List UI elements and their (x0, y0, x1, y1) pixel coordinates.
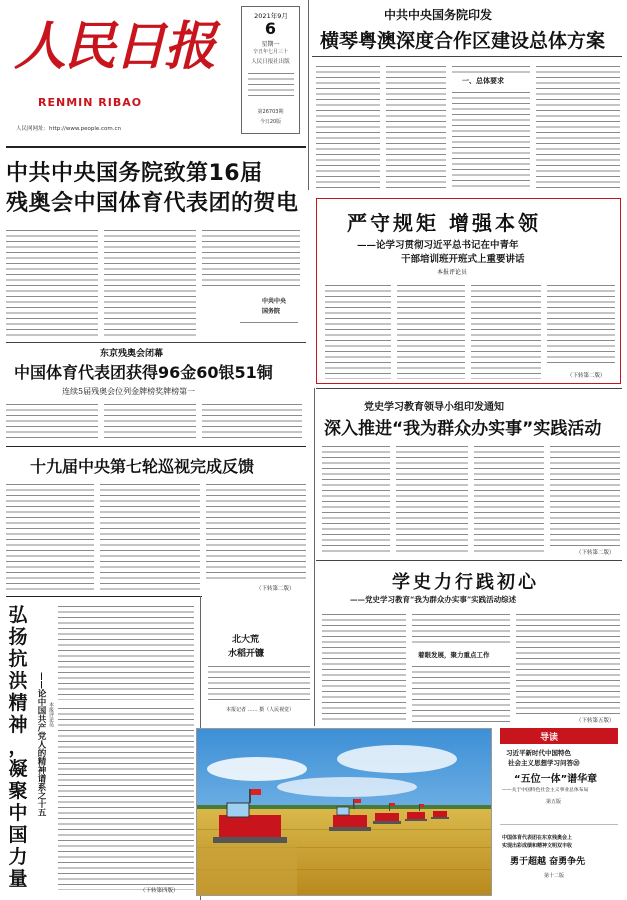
flood-title-char: 扬 (8, 626, 28, 648)
flood-title (6, 604, 30, 890)
flood-title-char: 量 (8, 868, 28, 890)
flood-title-char: 聚 (8, 780, 28, 802)
flood-series: ——论中国共产党人的精神谱系之十五 (36, 672, 46, 817)
publisher: 人民日报社出版 (251, 59, 290, 65)
commentary-col3 (471, 281, 541, 379)
practice-col2 (412, 610, 510, 646)
flood-title-char: 凝 (8, 758, 28, 780)
congrats-title-line2: 残奥会中国体育代表团的贺电 (6, 191, 299, 216)
guide-item1-page: 第五版 (546, 799, 562, 805)
article-paralympics (0, 342, 310, 442)
hengqin-col3 (452, 62, 530, 74)
inspection-ref: （下转第二版） (256, 586, 295, 592)
paralympics-col3 (202, 400, 302, 440)
hengqin-title: 横琴粤澳深度合作区建设总体方案 (320, 30, 606, 52)
commentary-col2 (397, 281, 465, 379)
article-inspection (0, 446, 314, 596)
masthead (0, 0, 240, 168)
guide-item2-kicker1: 中国体育代表团在东京残奥会上 (502, 835, 573, 841)
commentary-title: 严守规矩 增强本领 (347, 211, 541, 235)
guide-item-2[interactable] (500, 828, 618, 894)
flood-col2 (58, 704, 194, 890)
inspection-col1 (6, 480, 94, 592)
practice-subhead: 着眼发展，聚力重点工作 (418, 651, 490, 659)
flood-title-char: 弘 (8, 604, 28, 626)
flood-title-char: 中 (8, 802, 28, 824)
commentary-subtitle-1: ——论学习贯彻习近平总书记在中青年 (357, 240, 519, 251)
issue-number: 第26703期 (257, 109, 284, 115)
paralympics-title: 中国体育代表团获得96金60银51铜 (14, 363, 273, 382)
congrats-sign1: 中共中央 (262, 298, 287, 305)
campaign-col4 (550, 442, 620, 546)
weekday: 星期一 (261, 41, 280, 48)
flood-ref: （下转第四版） (140, 888, 179, 894)
lunar-date: 辛丑年七月三十 (252, 49, 288, 55)
hengqin-col4 (536, 62, 620, 188)
date-year-month: 2021年9月 (254, 12, 288, 20)
harvester-5 (431, 811, 449, 819)
newspaper-logo-pinyin: RENMIN RIBAO (38, 96, 143, 109)
practice-col3 (516, 610, 620, 714)
practice-col2b (412, 662, 510, 722)
harvest-scene-image (197, 729, 492, 896)
hengqin-col3b (452, 88, 530, 188)
newspaper-logo: 人民日报 (14, 16, 215, 77)
guide-item1-kicker1: 习近平新时代中国特色 (506, 749, 571, 757)
article-flood-spirit (0, 596, 200, 900)
congrats-col1 (6, 226, 98, 338)
flood-title-char: 抗 (8, 648, 28, 670)
campaign-col3 (474, 442, 544, 556)
flood-title-char: 力 (8, 846, 28, 868)
paralympics-subtitle: 连续5届残奥会位列金牌榜奖牌榜第一 (62, 387, 196, 396)
commentary-box (316, 198, 621, 384)
practice-subtitle: ——党史学习教育“我为群众办实事”实践活动综述 (350, 595, 517, 604)
practice-ref: （下转第五版） (576, 718, 615, 724)
commentary-subtitle-2: 干部培训班开班式上重要讲话 (401, 254, 525, 265)
hengqin-col2 (386, 62, 446, 188)
commentary-ref: （下转第二版） (567, 373, 606, 379)
commentary-col1 (325, 281, 391, 379)
inspection-title: 十九届中央第七轮巡视完成反馈 (30, 457, 255, 476)
harvest-photo (196, 728, 492, 896)
inspection-col2 (100, 480, 200, 592)
date-day: 6 (264, 19, 277, 38)
flood-title-char: 神 (8, 714, 28, 736)
hengqin-kicker: 中共中央国务院印发 (384, 8, 493, 22)
practice-title: 学史力行践初心 (392, 572, 539, 593)
congrats-col3 (202, 226, 300, 290)
guide-item2-title: 勇于超越 奋勇争先 (510, 857, 586, 867)
registration-text (248, 69, 294, 97)
guide-item1-sub: ——关于中国特色社会主义事业总体布局 (502, 788, 589, 793)
harvest-title-2: 水稻开镰 (228, 649, 265, 659)
harvest-credit: 本报记者 …… 摄（人民视觉） (226, 707, 295, 713)
inspection-col3 (206, 480, 306, 580)
campaign-title: 深入推进“我为群众办实事”实践活动 (324, 419, 602, 439)
guide-header-label: 导读 (540, 733, 559, 743)
guide-item2-page: 第十二版 (544, 873, 565, 879)
congrats-title-line1: 中共中央国务院致第16届 (6, 161, 263, 186)
paralympics-col2 (104, 400, 196, 440)
paralympics-kicker: 东京残奥会闭幕 (100, 349, 164, 359)
harvest-title-1: 北大荒 (232, 635, 260, 645)
page-count: 今日20版 (259, 119, 282, 125)
campaign-col1 (322, 442, 390, 556)
article-paralympic-congrats (0, 150, 304, 340)
article-practice (314, 560, 624, 726)
guide-item1-kicker2: 社会主义思想学习问答⑳ (508, 759, 580, 767)
congrats-col2 (104, 226, 196, 338)
campaign-ref: （下转第二版） (576, 550, 615, 556)
campaign-kicker: 党史学习教育领导小组印发通知 (364, 402, 504, 413)
flood-title-char: 洪 (8, 670, 28, 692)
commentary-col4 (547, 281, 615, 367)
practice-col1 (322, 610, 406, 722)
campaign-col2 (396, 442, 468, 556)
guide-item-1[interactable] (500, 748, 618, 822)
hengqin-col1 (316, 62, 380, 188)
paralympics-col1 (6, 400, 98, 440)
website-line: 人民网网址：http://www.people.com.cn (16, 126, 121, 132)
commentary-byline: 本报评论员 (437, 269, 468, 276)
article-hengqin (306, 0, 624, 190)
flood-byline: 本报评论员 (48, 702, 54, 727)
congrats-date (240, 318, 298, 326)
flood-title-char: ， (8, 736, 28, 758)
guide-panel (496, 728, 622, 896)
flood-title-char: 国 (8, 824, 28, 846)
hengqin-subhead: 一、总体要求 (462, 77, 504, 85)
article-campaign (314, 388, 624, 560)
article-harvest (200, 596, 314, 726)
harvest-caption (208, 662, 310, 702)
guide-item1-title: “五位一体”谱华章 (514, 774, 598, 785)
guide-item2-kicker2: 实现出彩成绩和精神文明双丰收 (502, 843, 573, 849)
flood-title-char: 精 (8, 692, 28, 714)
congrats-sign2: 国务院 (262, 308, 281, 315)
date-box (241, 6, 300, 134)
flood-col1 (58, 602, 194, 700)
guide-header (500, 728, 618, 744)
